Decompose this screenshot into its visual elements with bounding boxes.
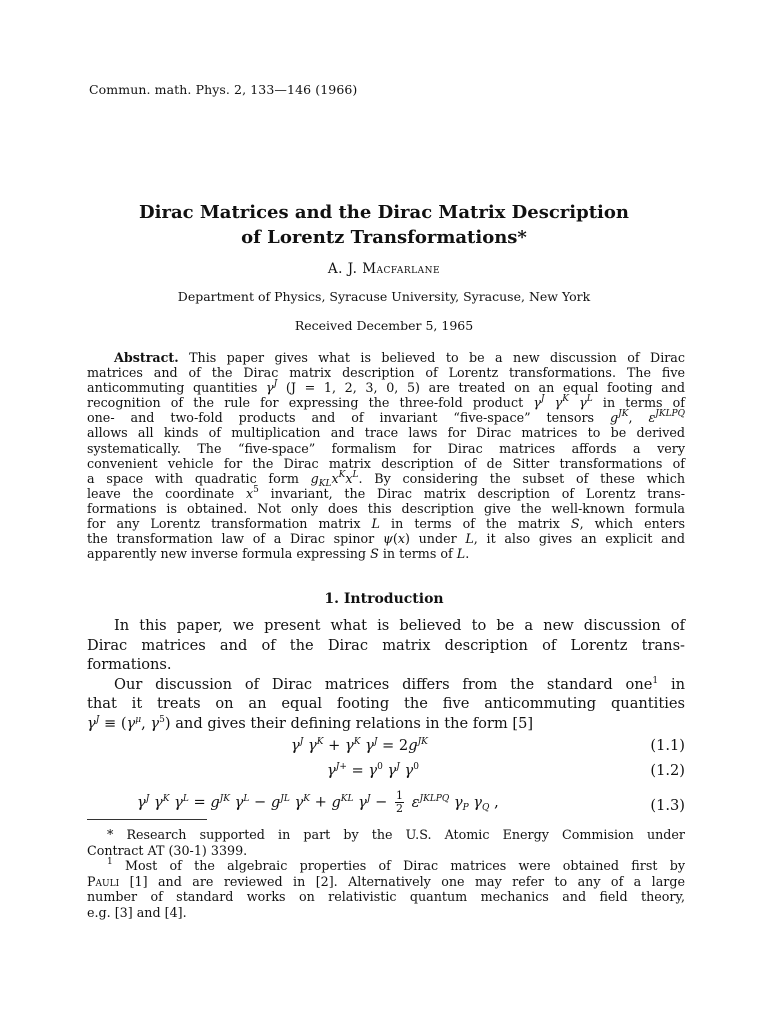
footnote-divider	[87, 819, 207, 820]
introduction-body	[87, 616, 685, 733]
abstract	[87, 350, 685, 561]
abstract-line: apparently new inverse formula expressing S in terms of L.	[87, 546, 470, 562]
abstract-label: Abstract.	[114, 350, 179, 365]
body-line: Our discussion of Dirac matrices differs from the standard one$^1$ in	[114, 675, 686, 693]
author-reference: Pauli	[87, 873, 120, 889]
body-line: formations.	[87, 656, 172, 673]
equation-number: (1.1)	[650, 737, 685, 754]
abstract-line: convenient vehicle for the Dirac matrix description of de Sitter transformations of	[87, 455, 685, 471]
footnote-line: number of standard works on relativistic quantum mechanics and field theory,	[87, 889, 685, 904]
abstract-line: Abstract. This paper gives what is believed to be a new discussion of Dirac	[114, 350, 685, 365]
abstract-line: formations is obtained. Not only does this description give the well-known formula	[87, 500, 685, 516]
abstract-line: for any Lorentz transformation matrix L in terms of the matrix S, which enters	[87, 516, 685, 532]
abstract-line: a space with quadratic form $g_{KL}x^Kx^L$. By considering the subset of these which	[87, 469, 686, 489]
equation-1-1: $\gamma^J$ $\gamma^K + \gamma^K$ $\gamma^J = 2g^{JK}$	[291, 737, 428, 754]
title-line-2: of Lorentz Transformations*	[241, 227, 527, 248]
equation-number: (1.2)	[650, 762, 685, 779]
abstract-line: leave the coordinate $x^5$ invariant, the Dirac matrix description of Lorentz trans-	[87, 484, 685, 501]
abstract-line: one- and two-fold products and of invariant “five-space” tensors $g^{JK}$, $\varepsilon^{JKLPQ}$	[87, 409, 685, 426]
footnote-line: Pauli [1] and are reviewed in [2]. Alternatively one may refer to any of a large	[87, 873, 685, 889]
footnotes	[87, 827, 685, 920]
journal-citation: Commun. math. Phys. 2, 133—146 (1966)	[89, 82, 358, 97]
fraction-one-half: $\frac{1}{2}$	[396, 789, 403, 815]
equation-number: (1.3)	[650, 797, 685, 814]
body-line: Dirac matrices and of the Dirac matrix description of Lorentz trans-	[87, 636, 685, 654]
author-name	[0, 261, 768, 277]
author-surname: Macfarlane	[362, 261, 441, 277]
body-line: $\gamma^J \equiv (\gamma^\mu$, $\gamma^5$) and gives their defining relations in the form [5]	[87, 714, 534, 732]
abstract-line: recognition of the rule for expressing the three-fold product $\gamma^J$ $\gamma^K$ $\gamma^L$ in terms of	[87, 394, 685, 411]
body-line: that it treats on an equal footing the five anticommuting quantities	[87, 695, 685, 712]
abstract-line: matrices and of the Dirac matrix description of Lorentz transformations. The five	[87, 365, 685, 381]
equation-1-2: $\gamma^{J+} = \gamma^0$ $\gamma^J$ $\gamma^0$	[327, 762, 419, 779]
body-line: In this paper, we present what is believed to be a new discussion of	[114, 617, 685, 634]
abstract-line: allows all kinds of multiplication and trace laws for Dirac matrices to be derived	[87, 425, 685, 441]
abstract-line: anticommuting quantities $\gamma^J$ (J = 1, 2, 3, 0, 5) are treated on an equal footing and	[87, 379, 685, 396]
footnote-line: Contract AT (30-1) 3399.	[87, 842, 248, 858]
abstract-line: the transformation law of a Dirac spinor ψ(x) under L, it also gives an explicit and	[87, 531, 686, 547]
abstract-line: systematically. The “five-space” formalism for Dirac matrices affords a very	[87, 440, 685, 456]
equation-1-3: $\gamma^J$ $\gamma^K$ $\gamma^L = g^{JK}$ $\gamma^L - g^{JL}$ $\gamma^K + g^{KL}$ $\gamma^J$ − $\frac{1}{2}$ $\varepsilon^{JKLPQ}$ $\gamma_P$ $\gamma_Q$ ,	[137, 789, 499, 815]
received-date: Received December 5, 1965	[294, 318, 474, 333]
section-heading: 1. Introduction	[324, 591, 444, 607]
footnote-line: $^1$ Most of the algebraic properties of Dirac matrices were obtained first by	[107, 857, 685, 873]
paper-title	[80, 200, 688, 250]
footnote-line: e.g. [3] and [4].	[87, 904, 187, 920]
title-line-1: Dirac Matrices and the Dirac Matrix Description	[139, 202, 629, 223]
author-initials: A. J.	[327, 261, 358, 277]
affiliation: Department of Physics, Syracuse University, Syracuse, New York	[177, 289, 591, 304]
footnote-line: * Research supported in part by the U.S. Atomic Energy Commision under	[107, 827, 685, 842]
